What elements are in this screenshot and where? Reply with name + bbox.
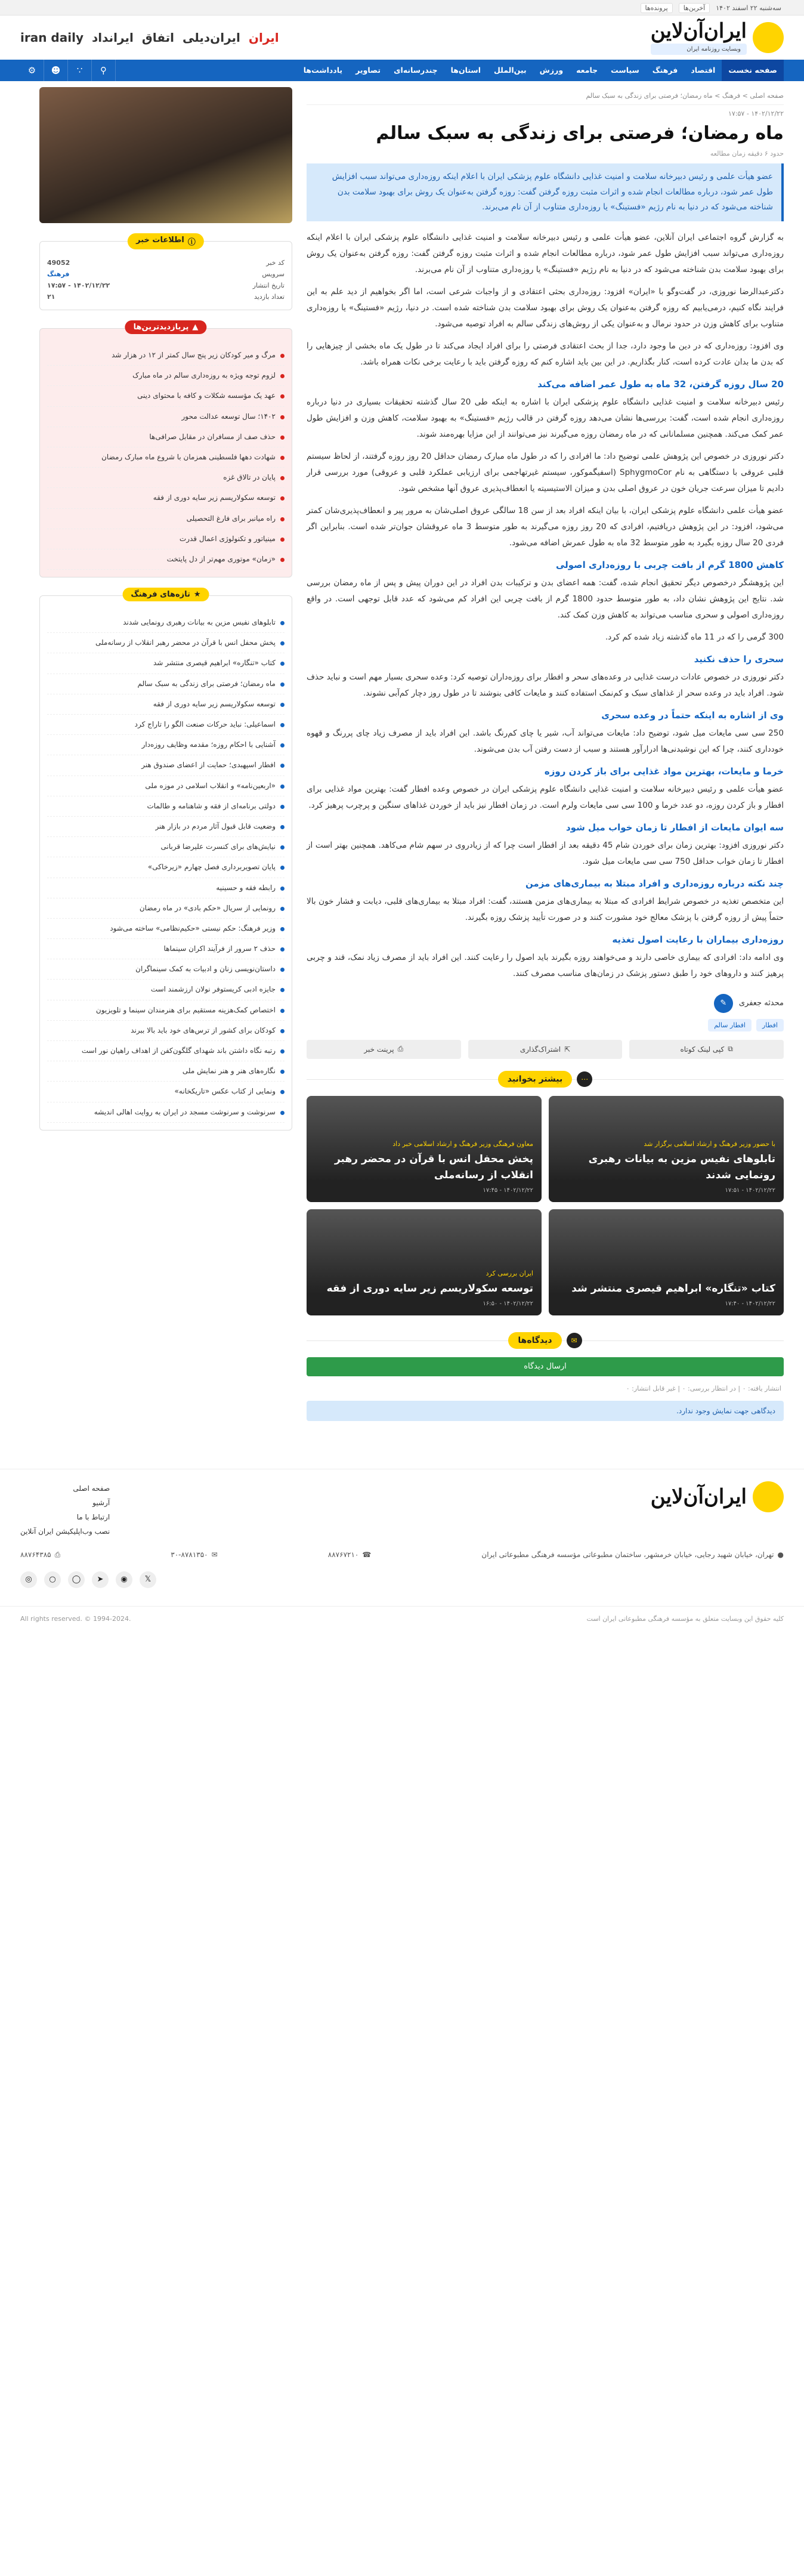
contact-info [20, 1550, 784, 1559]
print-label: پرینت خبر [364, 1045, 394, 1054]
bullet-icon [280, 558, 285, 562]
nav-society[interactable]: جامعه [576, 66, 598, 75]
site-footer [0, 1469, 804, 1631]
bullet-icon [280, 1070, 285, 1074]
comment-stats: انتشار یافته: ۰ | در انتظار بررسی: ۰ | غیر قابل انتشار: ۰ [626, 1384, 781, 1392]
list-item-label: کودکان برای کشور از ترس‌های خود باید بالا ببرند [131, 1026, 276, 1034]
bullet-icon [280, 764, 285, 768]
bullet-icon [280, 784, 285, 789]
subheading: خرما و مایعات، بهترین مواد غذایی برای باز کردن روزه [544, 765, 784, 777]
copy-link-button[interactable] [629, 1040, 784, 1059]
list-item-label: نگاره‌های هنر و هنر نمایش ملی [182, 1067, 276, 1076]
nav-notes[interactable]: یادداشت‌ها [303, 66, 343, 75]
article-image [39, 87, 292, 223]
paragraph: به گزارش گروه اجتماعی ایران آنلاین، عضو هیأت علمی و رئیس دبیرخانه سلامت و امنیت غذایی دانشگاه علوم پزشکی ایران با اعلام اینکه روزه‌داری می‌تواند سبب افزایش طول عمر شود، درباره مطالعات انجام شده و اثرات مثبت روزه گرفتن گفت: روزه گرفتن به‌عنوان یک روش برای بهبود سلامت بدن شناخته می‌شود که در دنیا به نام رژیم «فستینگ» یا روزه‌داری متناوب از آن نام می‌برند. [307, 232, 784, 274]
bullet-icon [280, 703, 285, 707]
footer-link-home[interactable]: صفحه اصلی [73, 1484, 110, 1493]
list-item[interactable] [47, 939, 285, 959]
author [307, 994, 784, 1013]
info-value: 49052 [47, 259, 70, 267]
list-item[interactable] [47, 776, 285, 796]
list-item[interactable] [47, 1041, 285, 1061]
bale-icon[interactable]: ◯ [68, 1571, 85, 1588]
fire-icon: ▲ [192, 323, 199, 332]
nav-culture[interactable]: فرهنگ [652, 66, 678, 75]
subheading: چند نکته درباره روزه‌داری و افراد مبتلا به بیماری‌های مزمن [525, 878, 784, 889]
bullet-icon [280, 988, 285, 992]
list-item[interactable] [47, 386, 285, 406]
list-item[interactable] [47, 549, 285, 570]
subheading: وی از اشاره به اینکه حتماً در وعده سحری [601, 709, 784, 721]
copyright-bar [0, 1606, 804, 1631]
subheading: روزه‌داری بیماران با رعایت اصول تغذیه [612, 934, 784, 945]
list-item[interactable] [47, 613, 285, 633]
subheading: 20 سال روزه گرفتن، 32 ماه به طول عمر اضافه می‌کند [537, 378, 784, 390]
list-item[interactable] [47, 1021, 285, 1041]
footer-link-install[interactable]: نصب وب‌اپلیکیشن ایران آنلاین [20, 1527, 110, 1536]
copy-icon: ⧉ [728, 1045, 733, 1054]
list-item[interactable] [47, 959, 285, 980]
share-label: اشتراک‌گذاری [519, 1045, 561, 1054]
phone-icon: ☎ [362, 1550, 372, 1559]
list-item[interactable] [47, 407, 285, 427]
nav-sport[interactable]: ورزش [539, 66, 564, 75]
paragraph: دکترعبدالرضا نوروزی، در گفت‌وگو با «ایران» افزود: روزه‌داری بحثی اعتقادی و از واجبات شرعی است، اما اگر بخواهیم از دید علم به این فرایند نگاه کنیم، درمی‌یابیم که روزه گرفتن به‌عنوان یک روش برای بهبود سلامت بدن شناخته شده است. در دنیا، رژیم «فستینگ» یا روزه‌داری متناوب برای کاهش وزن در حدود نرمال و به‌عنوان یکی از روش‌های زندگی سالم به افراد توصیه می‌شود. [307, 286, 784, 329]
bullet-icon [280, 538, 285, 542]
list-item-label: ماه رمضان؛ فرصتی برای زندگی به سبک سالم [137, 679, 276, 688]
list-item-label: جایزه ادبی کریستوفر نولان ارزشمند است [150, 985, 276, 994]
popular-list [47, 345, 285, 570]
subheading: کاهش 1800 گرم از بافت چربی با روزه‌داری اصولی [555, 559, 784, 570]
list-item-label: رونمایی از سریال «حکم بادی» در ماه رمضان [139, 903, 276, 912]
related-card[interactable] [549, 1209, 784, 1315]
list-item-label: حذف ۲ سرور از فرآیند اکران سینماها [163, 944, 276, 953]
list-item-label: «زمان» موتوری مهم‌تر از دل پایتخت [166, 554, 276, 563]
soroush-icon[interactable]: ○ [44, 1571, 61, 1588]
list-item[interactable] [47, 447, 285, 468]
main-nav [0, 60, 804, 81]
phone1 [328, 1550, 372, 1559]
publish-date: ۱۴۰۲/۱۲/۲۲ - ۱۷:۵۷ [728, 110, 784, 118]
bullet-icon [280, 907, 285, 911]
paragraph: این متخصص تغذیه در خصوص شرایط افرادی که مبتلا به بیماری‌های مزمن هستند، گفت: افراد مبتلا به بیماری‌های قلبی، دیابت و فشار خون بالا حتماً پیش از روزه گرفتن با پزشک معالج خود مشورت کنند و در صورت تأیید پزشک روزه بگیرند. [307, 896, 784, 922]
list-item-label: آشنایی با احکام روزه؛ مقدمه وظایف روزه‌دار [141, 740, 276, 749]
list-item-label: تابلوهای نفیس مزین به بیانات رهبری رونمایی شدند [123, 618, 276, 627]
popular-title [125, 320, 207, 334]
list-item-label: پایان تصویربرداری فصل چهارم «زیرخاکی» [147, 863, 276, 872]
bullet-icon [280, 927, 285, 931]
paragraph: دکتر نوروزی افزود: بهترین زمان برای خوردن شام 45 دقیقه بعد از افطار است چرا که از زیاد‌روی در سهم شام می‌کاهد. همچنین بهتر است از افطار تا زمان خواب حداقل 750 سی سی مایعات میل شود. [307, 840, 784, 866]
footer-link-contact[interactable]: ارتباط با ما [76, 1512, 110, 1521]
paragraph: 300 گرمی را که در 11 ماه گذشته زیاد شده کم کرد. [605, 632, 784, 642]
dots-icon: ⋯ [577, 1071, 592, 1087]
send-comment-button[interactable]: ارسال دیدگاه [307, 1357, 784, 1376]
news-info-label: اطلاعات خبر [136, 236, 184, 245]
news-info-title [128, 233, 204, 249]
popular-box [39, 323, 292, 577]
info-row [47, 257, 285, 268]
bullet-icon [280, 641, 285, 645]
bullet-icon [280, 435, 285, 440]
info-row [47, 280, 285, 291]
footer-link-archive[interactable]: آرشیو [92, 1498, 110, 1507]
list-item-label: لزوم توجه ویژه به روزه‌داری سالم در ماه مبارک [132, 371, 276, 380]
print-icon: ⎙ [397, 1045, 404, 1054]
location-icon: ● [777, 1550, 784, 1559]
card-title: تابلوهای نفیس مزین به بیانات رهبری رونمایی شدند [588, 1153, 775, 1181]
bullet-icon [280, 845, 285, 850]
nav-international[interactable]: بین‌الملل [494, 66, 527, 75]
bullet-icon [280, 374, 285, 378]
bullet-icon [280, 1029, 285, 1033]
logo-circle [753, 1481, 784, 1512]
list-item[interactable] [47, 694, 285, 715]
paragraph: عضو هیأت علمی و رئیس دبیرخانه سلامت و امنیت غذایی دانشگاه علوم پزشکی ایران در خصوص وعده افطار گفت: بهترین مواد غذایی برای افطار و باز کردن روزه، دو عدد خرما و 100 سی سی مایعات ولرم است. در زمان افطار نیز باید از خوردن غذاهای سنگین و پرچرب پرهیز کرد. [307, 784, 784, 810]
bullet-icon [280, 723, 285, 727]
nav-home[interactable]: صفحه نخست [722, 60, 784, 81]
list-item-label: ۱۴۰۲؛ سال توسعه عدالت محور [181, 412, 276, 421]
related-card[interactable] [549, 1096, 784, 1202]
bullet-icon [280, 354, 285, 358]
copyright-en: All rights reserved. © 1994-2024. [20, 1614, 131, 1623]
latest-button[interactable]: آخرین‌ها [679, 3, 710, 13]
footer-logo[interactable] [651, 1481, 784, 1512]
article-lead: عضو هیأت علمی و رئیس دبیرخانه سلامت و امنیت غذایی دانشگاه علوم پزشکی ایران با اعلام اینکه روزه‌داری می‌تواند سبب افزایش طول عمر شود، درباره مطالعات انجام شده و اثرات مثبت روزه گرفتن گفت: روزه گرفتن به‌عنوان یک روش برای بهبود سلامت بدن شناخته می‌شود که در دنیا به نام رژیم «فستینگ» یا روزه‌داری متناوب از آن نام می‌برند. [307, 163, 784, 221]
paragraph: وی ادامه داد: افرادی که بیماری خاصی دارند و می‌خواهند روزه بگیرند باید اصول را رعایت کنند. این افراد باید از مصرف زیاد نمک، قند و چربی پرهیز کنند و داروهای خود را طبق دستور پزشک در زمان‌های مناسب مصرف کنند. [307, 952, 784, 978]
settings-icon[interactable]: ⚙ [20, 60, 44, 81]
bullet-icon [280, 743, 285, 748]
list-item-label: رابطه فقه و حسینیه [216, 883, 276, 892]
phone2 [171, 1550, 217, 1559]
card-kicker: با حضور وزیر فرهنگ و ارشاد اسلامی برگزار شد [644, 1139, 775, 1148]
copyright-fa: کلیه حقوق این وبسایت متعلق به مؤسسه فرهنگی مطبوعاتی ایران است [586, 1614, 784, 1623]
list-item-label: مینیاتور و تکنولوژی اعمال قدرت [179, 534, 276, 543]
tag[interactable]: افطار [756, 1019, 784, 1031]
bullet-icon [280, 947, 285, 952]
partner-iran-daily-fa[interactable]: ایران‌دیلی [182, 30, 240, 45]
partner-ettefagh[interactable]: اتفاق [141, 30, 174, 45]
list-item-label: «اربعین‌نامه» و انقلاب اسلامی در موزه ملی [145, 781, 276, 790]
bullet-icon [280, 517, 285, 521]
list-item[interactable] [47, 980, 285, 1000]
partner-iran[interactable]: ایران [248, 30, 279, 45]
popular-label: پربازدیدترین‌ها [133, 323, 189, 332]
partner-iran-daily[interactable]: iran daily [20, 30, 84, 45]
bullet-icon [280, 476, 285, 480]
print-button[interactable] [307, 1040, 461, 1059]
article-body [307, 230, 784, 982]
info-value[interactable]: فرهنگ [47, 270, 70, 278]
more-section-title: بیشتر بخوانید [498, 1071, 573, 1088]
author-name: محدثه جعفری [738, 999, 784, 1008]
x-icon[interactable]: 𝕏 [140, 1571, 156, 1588]
list-item-label: سرنوشت و سرنوشت مسجد در ایران به روایت اهالی اندیشه [94, 1107, 276, 1116]
article-title: ماه رمضان؛ فرصتی برای زندگی به سبک سالم [376, 123, 784, 144]
list-item[interactable] [47, 1061, 285, 1082]
instagram-icon[interactable]: ◉ [116, 1571, 132, 1588]
list-item[interactable] [47, 1000, 285, 1021]
list-item[interactable] [47, 1082, 285, 1102]
top-bar [0, 0, 804, 16]
nav-provinces[interactable]: استان‌ها [450, 66, 481, 75]
sidebar [39, 87, 292, 1421]
partner-logos [20, 30, 279, 45]
star-icon: ★ [193, 590, 201, 600]
tag-list [307, 1019, 784, 1031]
info-value: ۲۱ [47, 293, 55, 301]
card-kicker: معاون فرهنگی وزیر فرهنگ و ارشاد اسلامی خبر داد [392, 1139, 533, 1148]
share-bar [307, 1040, 784, 1059]
list-item-label: شهادت دهها فلسطینی همزمان با شروع ماه مبارک رمضان [101, 452, 276, 461]
partner-irandad[interactable]: ایرانداد [91, 30, 134, 45]
list-item[interactable] [47, 366, 285, 386]
list-item-label: دولتی برنامه‌ای از فقه و شاهنامه و طالمات [147, 801, 276, 810]
paragraph: این پژوهشگر درخصوص دیگر تحقیق انجام شده، گفت: همه اعضای بدن و ترکیبات بدن افراد در این دوران پیش و پس از ماه رمضان بررسی شد. نتایج این پژوهش نشان داد، به طور متوسط حدود 1800 گرم از بافت چربی این افراد کم می‌شود که عدد قابل توجهی است. در واقع روزه‌داری اصولی و سحری مناسب می‌تواند به کاهش وزن کمک کند. [307, 577, 784, 620]
list-item[interactable] [47, 1102, 285, 1123]
bullet-icon [280, 456, 285, 460]
list-item-label: افطار اسپهبدی؛ حمایت از اعضای صندوق هنر [141, 761, 276, 770]
list-item-label: ونمایی از کتاب عکس «تاریکخانه» [174, 1087, 276, 1096]
info-key: کد خبر [266, 259, 285, 267]
card-kicker: ایران بررسی کرد [486, 1269, 533, 1277]
address [481, 1550, 784, 1559]
list-item[interactable] [47, 898, 285, 919]
bullet-icon [280, 1049, 285, 1054]
social-links [20, 1571, 784, 1588]
list-item-label: کتاب «تنگاره» ابراهیم قیصری منتشر شد [153, 659, 276, 668]
bullet-icon [280, 968, 285, 972]
site-header [0, 16, 804, 60]
phone2-text: ۳۰-۸۷۸۱۳۵۰ [171, 1550, 208, 1559]
search-icon[interactable]: ⚲ [92, 60, 116, 81]
card-date: ۱۴۰۲/۱۲/۲۲ - ۱۷:۵۱ [725, 1187, 775, 1194]
subheading: سه ایوان مایعات از افطار تا زمان خواب میل شود [565, 821, 784, 833]
list-item[interactable] [47, 715, 285, 735]
bullet-icon [280, 415, 285, 419]
dossiers-button[interactable]: پرونده‌ها [641, 3, 673, 13]
info-value: ۱۴۰۲/۱۲/۲۲ - ۱۷:۵۷ [47, 282, 110, 289]
list-item[interactable] [47, 653, 285, 674]
list-item[interactable] [47, 529, 285, 549]
bullet-icon [280, 866, 285, 870]
nav-multimedia[interactable]: چندرسانه‌ای [394, 66, 438, 75]
bullet-icon [280, 496, 285, 501]
related-cards [307, 1096, 784, 1315]
list-item-label: مرگ و میر کودکان زیر پنج سال کمتر از ۱۲ در هزار شد [112, 351, 276, 359]
fax [20, 1550, 60, 1559]
breadcrumb[interactable]: صفحه اصلی > فرهنگ > ماه رمضان؛ فرصتی برای زندگی به سبک سالم [307, 87, 784, 105]
info-key: تاریخ انتشار [252, 282, 285, 289]
paragraph: وی افزود: روزه‌داری که در دین ما وجود دارد، جدا از بحث اعتقادی فرصتی را برای افراد ایجاد می‌کند تا در طول یک ماه بخشی از چیزهایی را که بدن ما بدان عادت کرده است، کنار بگذاریم. در این بین باید اشاره کنم که روزه گرفتن باید با رعایت برخی نکات همراه باشد. [307, 341, 784, 367]
list-item-label: پخش محفل انس با قرآن در محضر رهبر انقلاب از رسانه‌ملی [95, 638, 276, 647]
list-item-label: پایان در تالاق غزه [223, 473, 276, 482]
list-item-label: وضعیت قابل قبول آثار مردم در بازار هنر [155, 821, 276, 830]
info-icon: ⓘ [187, 238, 196, 247]
paragraph: عضو هیأت علمی دانشگاه علوم پزشکی ایران، با بیان اینکه افراد بعد از سن 18 سالگی عروق اصلی‌شان به مرور پیر و انعطاف‌پذیری‌شان کمتر می‌شود، افزود: در این پژوهش دریافتیم، افرادی که 20 روز روزه می‌گیرند به طور متوسط 3 ماه عروقشان جوان‌تر شده است. بنابراین اگر فردی 20 سال روزه بگیرد به طور متوسط 32 ماه به طول عمرش اضافه می‌شود. [307, 505, 784, 548]
list-item-label: حذف صف از مسافران در مقابل صرافی‌ها [149, 432, 276, 441]
logo-tagline: وبسایت روزنامه ایران [651, 44, 747, 55]
bullet-icon [280, 1009, 285, 1013]
list-item[interactable] [47, 735, 285, 755]
paragraph: دکتر نوروزی در خصوص عادات درست غذایی در وعده‌های سحر و افطار برای روزه‌داران توصیه کرد: وعده سحری بسیار مهم است و نباید حذف شود. افراد باید در وعده سحر از غذاهای سبک و کم‌نمک استفاده کنند و مایعات کافی بنوشند تا در طول روز دچار کم‌آبی نشوند. [307, 672, 784, 698]
comments-title: دیدگاه‌ها [508, 1332, 561, 1349]
comments-header [307, 1332, 784, 1349]
eitaa-icon[interactable]: ◎ [20, 1571, 37, 1588]
card-date: ۱۴۰۲/۱۲/۲۲ - ۱۷:۴۰ [725, 1300, 775, 1307]
info-row [47, 291, 285, 302]
info-row [47, 268, 285, 280]
bullet-icon [280, 662, 285, 666]
comment-icon: ✉ [567, 1333, 582, 1348]
nav-politics[interactable]: سیاست [611, 66, 639, 75]
subheading: سحری را حذف نکنید [694, 653, 784, 665]
culture-box [39, 590, 292, 1131]
bullet-icon [280, 621, 285, 625]
pen-icon: ✎ [714, 994, 733, 1013]
list-item[interactable] [47, 837, 285, 857]
list-item[interactable] [47, 817, 285, 837]
fax-icon: ⎙ [54, 1550, 61, 1559]
today-date: سه‌شنبه ۲۲ اسفند ۱۴۰۲ [716, 4, 781, 12]
list-item[interactable] [47, 509, 285, 529]
rss-icon[interactable]: ∵ [68, 60, 92, 81]
bullet-icon [280, 825, 285, 829]
list-item[interactable] [47, 468, 285, 488]
list-item[interactable] [47, 427, 285, 447]
logo-name: ایران‌آن‌لاین [650, 18, 747, 43]
culture-list [47, 613, 285, 1123]
user-icon[interactable]: ☻ [44, 60, 68, 81]
nav-economy[interactable]: اقتصاد [691, 66, 716, 75]
list-item-label: راه میانبر برای فارغ التحصیلی [186, 514, 276, 523]
list-item[interactable] [47, 488, 285, 508]
list-item[interactable] [47, 633, 285, 653]
list-item-label: عهد یک مؤسسه شکلات و کافه با محتوای دینی [137, 391, 276, 400]
card-title: پخش محفل انس با قرآن در محضر رهبر انقلاب از رسانه‌ملی [334, 1153, 533, 1181]
bullet-icon [280, 682, 285, 687]
card-date: ۱۴۰۲/۱۲/۲۲ - ۱۷:۴۵ [483, 1187, 533, 1194]
list-item[interactable] [47, 345, 285, 366]
list-item[interactable] [47, 878, 285, 898]
reading-time: حدود ۶ دقیقه زمان مطالعه [710, 150, 784, 157]
bullet-icon [280, 1090, 285, 1094]
card-date: ۱۴۰۲/۱۲/۲۲ - ۱۶:۵۰ [483, 1300, 533, 1307]
nav-photos[interactable]: تصاویر [355, 66, 381, 75]
list-item-label: توسعه سکولاریسم زیر سایه دوری از فقه [153, 699, 276, 708]
bullet-icon [280, 394, 285, 399]
info-key: تعداد بازدید [253, 293, 285, 301]
paragraph: دکتر نوروزی در خصوص این پژوهش علمی توضیح داد: ما افرادی را که در طول ماه مبارک رمضان حداقل 20 روز روزه گرفتند، از لحاظ سیستم قلبی عروقی با دستگاهی به نام SphygmoCor (اسفیگموکور، سیستم غیرتهاجمی برای ارزیابی عملکرد قلبی و عروقی) مورد بررسی قرار دادیم تا میزان سرعت جریان خون در عروق اصلی بدن و میزان الاستیسیته یا انعطاف‌پذیری عروق آنها مشخص شود. [307, 451, 784, 493]
list-item-label: رتبه نگاه داشتن باند شهدای گلگون‌کفن از اهداف راهیان نور است [81, 1046, 276, 1055]
related-card[interactable] [307, 1096, 542, 1202]
culture-label: تازه‌های فرهنگ [131, 590, 190, 600]
article [307, 87, 784, 1421]
list-item-label: وزیر فرهنگ: حکم نیستی «حکیم‌نظامی» ساخته می‌شود [110, 923, 276, 932]
chat-icon: ✉ [211, 1550, 218, 1559]
fax-text: ۸۸۷۶۴۳۸۵ [20, 1550, 51, 1559]
culture-title [122, 588, 209, 601]
list-item[interactable] [47, 755, 285, 776]
paragraph: رئیس دبیرخانه سلامت و امنیت غذایی دانشگاه علوم پزشکی ایران با اشاره به اینکه طی 20 سال گذشته تحقیقات بسیاری در دنیا درباره روزه‌داری انجام شده است، گفت: بررسی‌ها نشان می‌دهد روزه گرفتن در قالب رژیم «فستینگ» به بهبود سلامت، کاهش وزن و افزایش طول عمر کمک می‌کند. همچنین مسلمانانی که در ماه رمضان روزه می‌گیرند نیز می‌توانند از این مزایا بهره‌مند شوند. [307, 397, 784, 439]
footer-logo-name: ایران‌آن‌لاین [650, 1484, 747, 1509]
related-card[interactable] [307, 1209, 542, 1315]
card-title: توسعه سکولاریسم زیر سایه دوری از فقه [326, 1282, 533, 1295]
share-icon: ⇱ [564, 1045, 571, 1054]
list-item-label: اسماعیلی: نباید حرکات صنعت الگو را تاراج کرد [134, 720, 276, 728]
logo-circle [753, 22, 784, 53]
share-button[interactable] [468, 1040, 623, 1059]
list-item[interactable] [47, 919, 285, 939]
no-comment-notice: دیدگاهی جهت نمایش وجود ندارد. [307, 1401, 784, 1421]
tag[interactable]: افطار سالم [708, 1019, 752, 1031]
list-item-label: نیایش‌های برای کنسرت علیرضا قربانی [160, 842, 276, 851]
list-item-label: اختصاص کمک‌هزینه مستقیم برای هنرمندان سینما و تلویزیون [95, 1005, 276, 1014]
more-section-header [307, 1071, 784, 1088]
info-key: سرویس [262, 270, 285, 278]
list-item-label: توسعه سکولاریسم زیر سایه دوری از فقه [153, 493, 276, 502]
copy-link-label: کپی لینک کوتاه [680, 1045, 725, 1054]
list-item[interactable] [47, 796, 285, 817]
telegram-icon[interactable]: ➤ [92, 1571, 109, 1588]
bullet-icon [280, 805, 285, 809]
paragraph: 250 سی سی مایعات میل شود، توضیح داد: مایعات می‌تواند آب، شیر یا چای کم‌رنگ باشد. این افراد باید از مصرف زیاد چای پررنگ و قهوه خودداری کنند، چرا که این نوشیدنی‌ها ادرارآور هستند و سبب از دست رفتن آب بدن می‌شوند. [307, 728, 784, 754]
site-logo[interactable] [650, 18, 784, 55]
bullet-icon [280, 1111, 285, 1115]
card-title: کتاب «تنگاره» ابراهیم قیصری منتشر شد [571, 1282, 775, 1295]
phone1-text: ۸۸۷۶۷۲۱۰ [327, 1550, 359, 1559]
news-info-box [39, 236, 292, 310]
list-item[interactable] [47, 857, 285, 878]
address-text: تهران، خیابان شهید رجایی، خیابان خرمشهر، ساختمان مطبوعاتی مؤسسه فرهنگی مطبوعاتی ایران [481, 1550, 774, 1559]
bullet-icon [280, 887, 285, 891]
list-item[interactable] [47, 674, 285, 694]
list-item-label: داستان‌نویسی زنان و ادبیات به کمک سینماگران [135, 965, 276, 974]
